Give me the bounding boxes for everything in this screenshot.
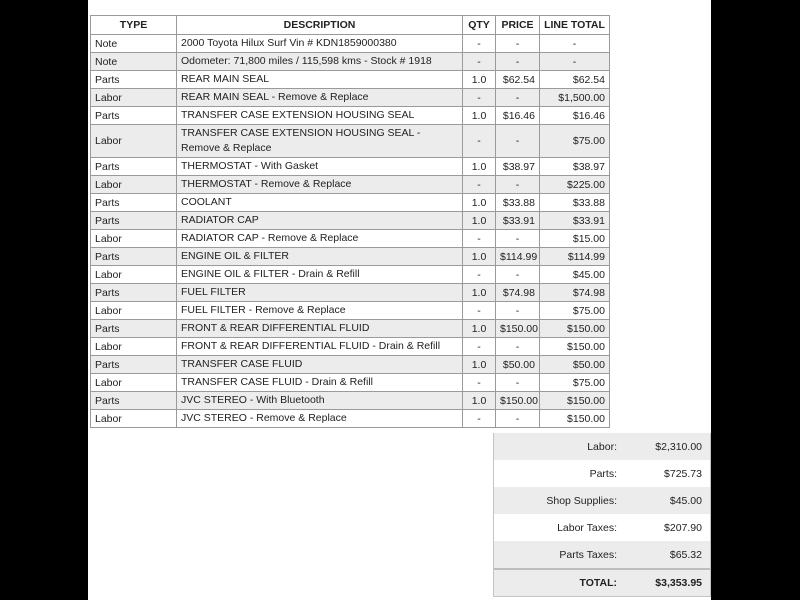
table-row <box>91 392 610 410</box>
cell-qty: - <box>463 410 496 428</box>
table-row <box>91 158 610 176</box>
cell-price: $114.99 <box>496 248 540 266</box>
cell-line-total: $150.00 <box>540 320 610 338</box>
line-items-body <box>91 35 610 428</box>
totals-value: $2,310.00 <box>655 440 702 453</box>
cell-line-total: $75.00 <box>540 374 610 392</box>
cell-qty: - <box>463 230 496 248</box>
table-header-row <box>91 16 610 35</box>
table-row <box>91 248 610 266</box>
totals-summary <box>493 433 711 597</box>
cell-description: 2000 Toyota Hilux Surf Vin # KDN1859000380 <box>177 35 463 53</box>
cell-line-total: $33.88 <box>540 194 610 212</box>
table-row <box>91 266 610 284</box>
cell-price: $74.98 <box>496 284 540 302</box>
cell-qty: 1.0 <box>463 107 496 125</box>
totals-value: $725.73 <box>664 467 702 480</box>
cell-description: ENGINE OIL & FILTER - Drain & Refill <box>177 266 463 284</box>
table-row <box>91 320 610 338</box>
cell-price: - <box>496 53 540 71</box>
cell-price: - <box>496 125 540 158</box>
invoice-page <box>88 0 711 600</box>
cell-qty: 1.0 <box>463 284 496 302</box>
cell-price: $33.91 <box>496 212 540 230</box>
cell-line-total: - <box>540 53 610 71</box>
cell-qty: - <box>463 125 496 158</box>
cell-type: Labor <box>91 125 177 158</box>
column-header-qty: QTY <box>463 16 496 35</box>
cell-qty: 1.0 <box>463 158 496 176</box>
cell-qty: - <box>463 266 496 284</box>
cell-qty: - <box>463 89 496 107</box>
totals-label: Shop Supplies: <box>546 494 617 507</box>
table-row <box>91 71 610 89</box>
cell-description: FRONT & REAR DIFFERENTIAL FLUID - Drain & Refill <box>177 338 463 356</box>
cell-description: JVC STEREO - With Bluetooth <box>177 392 463 410</box>
cell-price: - <box>496 410 540 428</box>
cell-type: Labor <box>91 302 177 320</box>
cell-price: - <box>496 338 540 356</box>
table-row <box>91 230 610 248</box>
totals-label: Labor Taxes: <box>557 521 617 534</box>
cell-qty: 1.0 <box>463 248 496 266</box>
cell-qty: 1.0 <box>463 212 496 230</box>
cell-description: FRONT & REAR DIFFERENTIAL FLUID <box>177 320 463 338</box>
cell-qty: 1.0 <box>463 194 496 212</box>
cell-qty: - <box>463 302 496 320</box>
cell-description: TRANSFER CASE EXTENSION HOUSING SEAL <box>177 107 463 125</box>
cell-line-total: $150.00 <box>540 410 610 428</box>
cell-type: Parts <box>91 320 177 338</box>
cell-type: Parts <box>91 212 177 230</box>
line-items-table <box>90 15 610 428</box>
cell-price: - <box>496 302 540 320</box>
cell-description: FUEL FILTER - Remove & Replace <box>177 302 463 320</box>
cell-price: - <box>496 89 540 107</box>
cell-type: Labor <box>91 266 177 284</box>
cell-qty: 1.0 <box>463 320 496 338</box>
cell-line-total: $114.99 <box>540 248 610 266</box>
cell-price: - <box>496 176 540 194</box>
column-header-price: PRICE <box>496 16 540 35</box>
table-row <box>91 53 610 71</box>
totals-value: $65.32 <box>669 548 702 561</box>
cell-type: Parts <box>91 392 177 410</box>
cell-description: TRANSFER CASE FLUID <box>177 356 463 374</box>
grand-total-label: TOTAL: <box>579 577 617 589</box>
cell-line-total: $16.46 <box>540 107 610 125</box>
cell-qty: - <box>463 176 496 194</box>
table-row <box>91 302 610 320</box>
cell-qty: 1.0 <box>463 71 496 89</box>
table-row <box>91 194 610 212</box>
cell-price: - <box>496 266 540 284</box>
totals-row <box>494 541 710 568</box>
cell-type: Labor <box>91 338 177 356</box>
cell-price: $150.00 <box>496 320 540 338</box>
cell-line-total: $1,500.00 <box>540 89 610 107</box>
cell-line-total: $50.00 <box>540 356 610 374</box>
cell-description: RADIATOR CAP - Remove & Replace <box>177 230 463 248</box>
cell-description: Odometer: 71,800 miles / 115,598 kms - Stock # 1918 <box>177 53 463 71</box>
totals-row <box>494 514 710 541</box>
cell-description: RADIATOR CAP <box>177 212 463 230</box>
cell-type: Note <box>91 35 177 53</box>
cell-line-total: $15.00 <box>540 230 610 248</box>
cell-type: Parts <box>91 71 177 89</box>
cell-line-total: $33.91 <box>540 212 610 230</box>
cell-type: Parts <box>91 158 177 176</box>
table-row <box>91 284 610 302</box>
totals-value: $45.00 <box>669 494 702 507</box>
grand-total-value: $3,353.95 <box>655 577 702 589</box>
cell-price: - <box>496 374 540 392</box>
cell-qty: - <box>463 374 496 392</box>
cell-type: Parts <box>91 248 177 266</box>
cell-line-total: $38.97 <box>540 158 610 176</box>
cell-description: TRANSFER CASE FLUID - Drain & Refill <box>177 374 463 392</box>
cell-qty: - <box>463 35 496 53</box>
cell-line-total: $150.00 <box>540 392 610 410</box>
cell-line-total: $75.00 <box>540 125 610 158</box>
totals-row <box>494 433 710 460</box>
cell-price: $62.54 <box>496 71 540 89</box>
cell-type: Labor <box>91 230 177 248</box>
cell-price: $38.97 <box>496 158 540 176</box>
cell-description: FUEL FILTER <box>177 284 463 302</box>
grand-total-row <box>494 568 710 596</box>
table-row <box>91 125 610 158</box>
cell-price: $33.88 <box>496 194 540 212</box>
table-row <box>91 410 610 428</box>
table-row <box>91 107 610 125</box>
totals-value: $207.90 <box>664 521 702 534</box>
cell-price: $150.00 <box>496 392 540 410</box>
cell-description: TRANSFER CASE EXTENSION HOUSING SEAL - Remove & Replace <box>177 125 463 158</box>
cell-type: Parts <box>91 284 177 302</box>
table-row <box>91 89 610 107</box>
cell-price: $16.46 <box>496 107 540 125</box>
cell-type: Labor <box>91 374 177 392</box>
cell-type: Parts <box>91 356 177 374</box>
column-header-type: TYPE <box>91 16 177 35</box>
cell-line-total: - <box>540 35 610 53</box>
cell-qty: 1.0 <box>463 356 496 374</box>
cell-type: Parts <box>91 107 177 125</box>
cell-description: ENGINE OIL & FILTER <box>177 248 463 266</box>
table-row <box>91 212 610 230</box>
cell-price: - <box>496 35 540 53</box>
totals-row <box>494 460 710 487</box>
cell-description: THERMOSTAT - Remove & Replace <box>177 176 463 194</box>
column-header-line-total: LINE TOTAL <box>540 16 610 35</box>
cell-type: Labor <box>91 410 177 428</box>
cell-price: - <box>496 230 540 248</box>
cell-line-total: $45.00 <box>540 266 610 284</box>
column-header-description: DESCRIPTION <box>177 16 463 35</box>
cell-line-total: $75.00 <box>540 302 610 320</box>
totals-label: Labor: <box>587 440 617 453</box>
cell-qty: 1.0 <box>463 392 496 410</box>
table-row <box>91 176 610 194</box>
cell-line-total: $150.00 <box>540 338 610 356</box>
cell-type: Note <box>91 53 177 71</box>
totals-label: Parts Taxes: <box>559 548 617 561</box>
cell-line-total: $225.00 <box>540 176 610 194</box>
cell-description: THERMOSTAT - With Gasket <box>177 158 463 176</box>
cell-qty: - <box>463 338 496 356</box>
cell-type: Labor <box>91 176 177 194</box>
cell-line-total: $74.98 <box>540 284 610 302</box>
totals-label: Parts: <box>589 467 617 480</box>
cell-price: $50.00 <box>496 356 540 374</box>
table-row <box>91 356 610 374</box>
cell-description: JVC STEREO - Remove & Replace <box>177 410 463 428</box>
table-row <box>91 35 610 53</box>
cell-type: Labor <box>91 89 177 107</box>
cell-description: COOLANT <box>177 194 463 212</box>
cell-type: Parts <box>91 194 177 212</box>
totals-row <box>494 487 710 514</box>
table-row <box>91 338 610 356</box>
cell-description: REAR MAIN SEAL - Remove & Replace <box>177 89 463 107</box>
cell-description: REAR MAIN SEAL <box>177 71 463 89</box>
cell-line-total: $62.54 <box>540 71 610 89</box>
table-row <box>91 374 610 392</box>
cell-qty: - <box>463 53 496 71</box>
